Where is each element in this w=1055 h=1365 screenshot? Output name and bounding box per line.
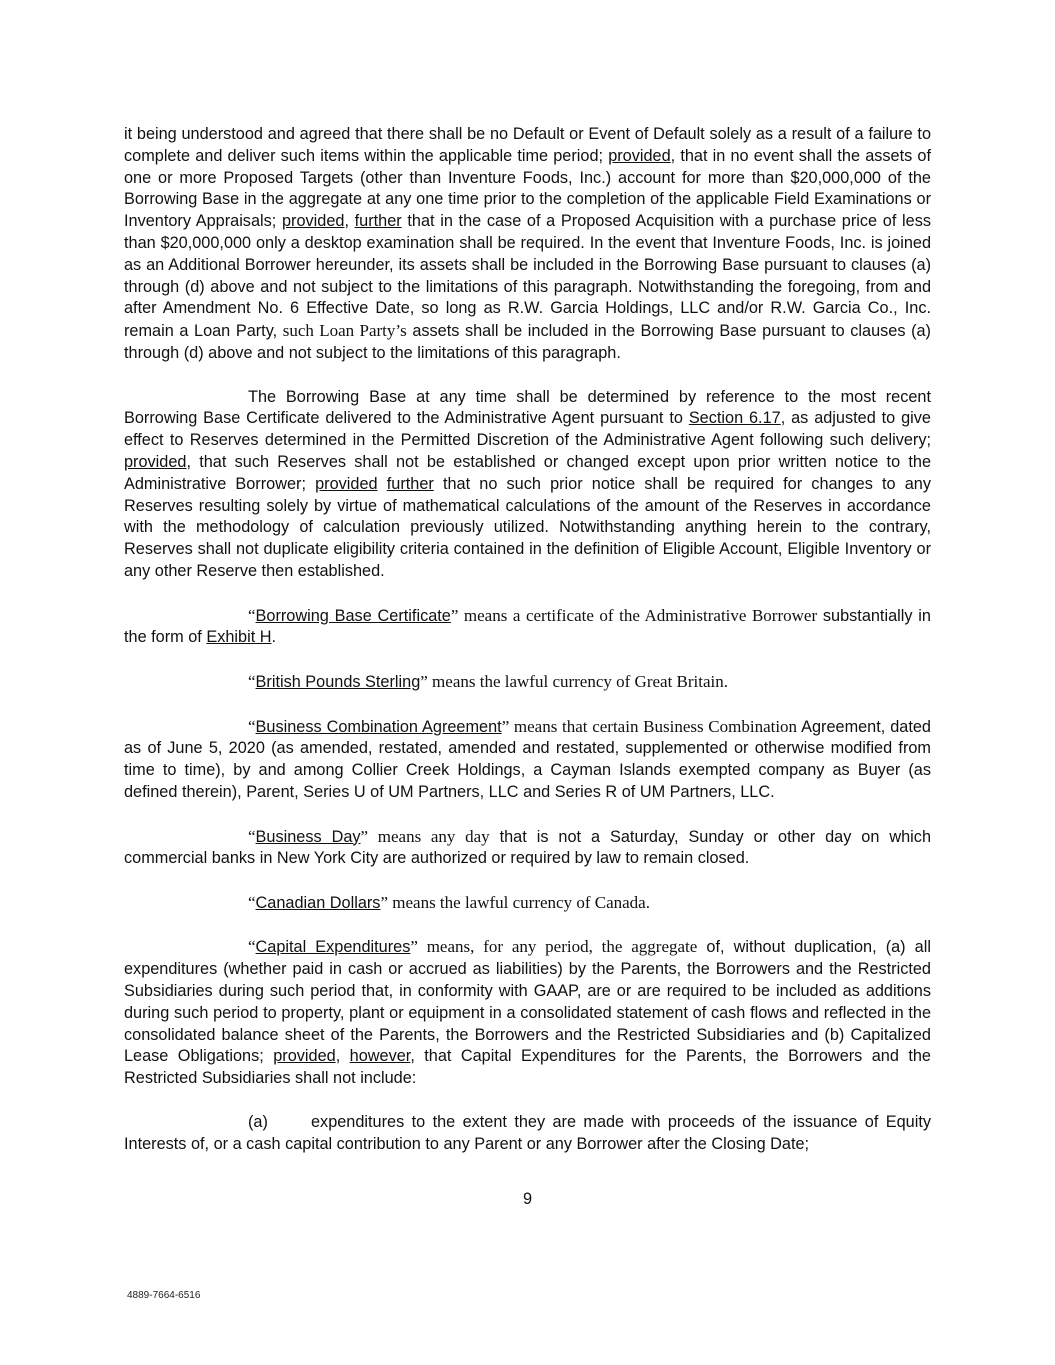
exhibit-reference: Exhibit H [206,628,272,647]
definition-capital-expenditures [124,936,931,1090]
page-number: 9 [522,1190,533,1208]
text-run: ” means a certificate of the Administrative Borrower [450,605,818,625]
quote-mark: “ [248,716,256,736]
text-run: ” means any day [360,826,490,846]
text-run: of, without duplication, (a) all expenditures (whether paid in cash or accrued as liabilities) by the Parents, the Borrowers and the Restricted Subsidiaries during such period that, in conformity with GAAP, are or are required to be included as additions during such period to property, plant or equipment in a consolidated statement of cash flows and reflected in the consolidated balance sheet of the Parents, the Borrowers and the Restricted Subsidiaries and (b) Capitalized Lease Obligations; [124,938,931,1066]
text-run: , that in no event shall the assets of one or more Proposed Targets (other than Inventure Foods, Inc.) account for more than $20,000,000 of the Borrowing Base in the aggregate at any one time prior to the completion of the applicable Field Examinations or Inventory Appraisals; [124,146,931,231]
text-run: ” means the lawful currency of Great Britain. [420,671,729,691]
definition-british-pounds-sterling [124,671,931,694]
text-run: , [335,1047,350,1066]
definition-canadian-dollars [124,892,931,915]
text-run: , [344,212,355,231]
underlined-term: provided [124,452,187,471]
underlined-term: provided [315,474,378,493]
page-body [124,124,931,1177]
list-item-label: (a) [248,1112,268,1131]
quote-mark: “ [248,937,256,957]
list-item-text: expenditures to the extent they are made with proceeds of the issuance of Equity Interests of, or a cash capital contribution to any Parent or any Borrower after the Closing Date; [124,1112,931,1153]
text-run: , that such Reserves shall not be established or changed except upon prior written notice to the Administrative Borrower; [124,452,931,493]
document-id-footer: 4889-7664-6516 [127,1290,201,1301]
text-run: The Borrowing Base at any time shall be determined by reference to the most recent Borrowing Base Certificate delivered to the Administrative Agent pursuant to [124,387,931,428]
text-run: ” means the lawful currency of Canada. [380,892,650,912]
quote-mark: “ [248,671,256,691]
quote-mark: “ [248,892,256,912]
defined-term: Capital Expenditures [255,938,411,957]
text-run: . [271,628,277,647]
text-run: , that Capital Expenditures for the Parents, the Borrowers and the Restricted Subsidiaries shall not include: [124,1047,931,1088]
capex-exclusion-item-a [124,1112,931,1156]
text-run: ” means that certain Business Combination [501,716,798,736]
quote-mark: “ [248,605,256,625]
text-run: that in the case of a Proposed Acquisition with a purchase price of less than $20,000,000 only a desktop examination shall be required. In the event that Inventure Foods, Inc. is joined as an Additional Borrower hereunder, its assets shall be included in the Borrowing Base pursuant to clauses (a) through (d) above and not subject to the limitations of this paragraph. Notwithstanding the foregoing, from and after Amendment No. 6 Effective Date, so long as R.W. Garcia Holdings, LLC and/or R.W. Garcia Co., Inc. remain a Loan Party, [124,212,931,341]
underlined-term: however [349,1047,411,1066]
defined-term: Business Combination Agreement [255,717,502,736]
text-run: , as adjusted to give effect to Reserves determined in the Permitted Discretion of the Administrative Agent following such delivery; [124,409,931,450]
underlined-term: provided [608,146,671,165]
defined-term: British Pounds Sterling [255,672,421,691]
section-reference: Section 6.17 [688,409,781,428]
text-run: ” means, for any period, the aggregate [410,937,698,957]
text-run: such Loan Party’s [282,321,407,341]
text-run: Agreement, dated as of June 5, 2020 (as amended, restated, amended and restated, supplemented or otherwise modified from time to time), by and among Collier Creek Holdings, a Cayman Islands exempted company as Buyer (as defined therein), Parent, Series U of UM Partners, LLC and Series R of UM Partners, LLC. [124,717,931,801]
underlined-term: further [354,212,402,231]
defined-term: Canadian Dollars [255,893,381,912]
text-run: assets shall be included in the Borrowing Base pursuant to clauses (a) through (d) above and not subject to the limitations of this paragraph. [124,322,931,362]
borrowing-base-continuation-paragraph [124,124,931,365]
text-run: substantially in the form of [124,606,931,647]
defined-term: Borrowing Base Certificate [255,606,451,625]
definition-business-day [124,826,931,871]
quote-mark: “ [248,826,256,846]
underlined-term: provided [281,212,345,231]
underlined-term: provided [273,1047,336,1066]
definition-borrowing-base-certificate [124,605,931,650]
text-run: it being understood and agreed that there shall be no Default or Event of Default solely as a result of a failure to complete and deliver such items within the applicable time period; [124,125,931,165]
underlined-term: further [386,474,434,493]
text-run: that is not a Saturday, Sunday or other day on which commercial banks in New York City are authorized or required by law to remain closed. [124,827,931,868]
text-run [378,475,387,493]
text-run: that no such prior notice shall be required for changes to any Reserves resulting solely by virtue of mathematical calculations of the amount of the Reserves in accordance with the methodology of calculation previously utilized. Notwithstanding anything herein to the contrary, Reserves shall not duplicate eligibility criteria contained in the definition of Eligible Account, Eligible Inventory or any other Reserve then established. [124,474,931,580]
borrowing-base-determination-paragraph [124,387,931,583]
definition-business-combination-agreement [124,716,931,804]
defined-term: Business Day [255,827,361,846]
